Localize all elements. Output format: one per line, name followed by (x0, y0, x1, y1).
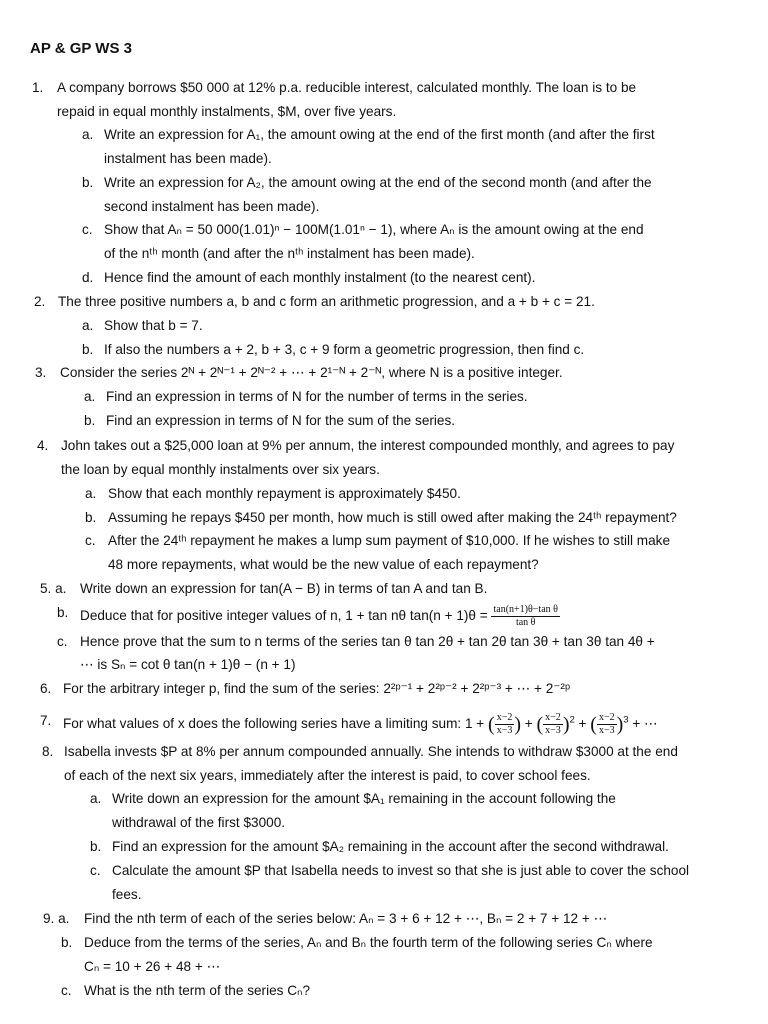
q1c-text-line1: Show that Aₙ = 50 000(1.01)ⁿ − 100M(1.01ⁿ − 1), where Aₙ is the amount owing at the end (104, 222, 644, 237)
q1b-text-line2: second instalment has been made). (104, 199, 320, 214)
q9c-text-line1: What is the nth term of the series Cₙ? (84, 983, 311, 998)
q9c-label: c. (61, 983, 72, 998)
q5a-text-line1: Write down an expression for tan(A − B) in terms of tan A and tan B. (80, 581, 488, 596)
q7-tail: + ⋯ (632, 716, 658, 732)
q5b-text-line1 (80, 604, 560, 629)
q5b-fraction (491, 604, 559, 629)
q8-text-line1: Isabella invests $P at 8% per annum compounded annually. She intends to withdraw $3000 at the end (64, 744, 678, 759)
q8c-text-line2: fees. (112, 887, 142, 902)
q4c-text-line1: After the 24ᵗʰ repayment he makes a lump sum payment of $10,000. If he wishes to still make (108, 533, 671, 548)
q1d-label: d. (82, 270, 94, 285)
q4b-text-line1: Assuming he repays $450 per month, how much is still owed after making the 24ᵗʰ repayment? (108, 510, 677, 525)
q4b-label: b. (85, 510, 97, 525)
q4c-text-line2: 48 more repayments, what would be the new value of each repayment? (108, 557, 539, 572)
q9b-text-line2: Cₙ = 10 + 26 + 48 + ⋯ (84, 959, 221, 974)
q2a-label: a. (82, 318, 94, 333)
q5b-label: b. (57, 605, 69, 620)
q3-text-line1: Consider the series 2ᴺ + 2ᴺ⁻¹ + 2ᴺ⁻² + ⋯ + 2¹⁻ᴺ + 2⁻ᴺ, where N is a positive integer. (60, 365, 563, 380)
q3b-label: b. (84, 413, 96, 428)
q7-fraction-2: $\frac{x-2}{x-3}$ (545, 712, 561, 736)
q7-fraction-3: $\frac{x-2}{x-3}$ (598, 712, 615, 736)
q6-text-line1: For the arbitrary integer p, find the sum of the series: 2²ᵖ⁻¹ + 2²ᵖ⁻² + 2²ᵖ⁻³ + ⋯ + 2⁻²ᵖ (63, 681, 571, 696)
q2a-text-line1: Show that b = 7. (104, 318, 203, 333)
q1-number: 1. (32, 80, 44, 95)
q1a-text-line1: Write an expression for A₁, the amount owing at the end of the first month (and after the first (104, 127, 655, 142)
q1c-text-line2: of the nᵗʰ month (and after the nᵗʰ instalment has been made). (104, 246, 475, 261)
q1a-label: a. (82, 127, 94, 142)
q3b-text-line1: Find an expression in terms of N for the sum of the series. (106, 413, 456, 428)
q4c-label: c. (85, 533, 96, 548)
q5-number: 5. a. (40, 581, 67, 596)
q5b-fraction-denominator: tan θ (515, 617, 536, 628)
q8a-label: a. (90, 791, 102, 806)
q4-number: 4. (37, 438, 49, 453)
q1-text-line1: A company borrows $50 000 at 12% p.a. reducible interest, calculated monthly. The loan is to be (57, 80, 637, 95)
q9b-text-line1: Deduce from the terms of the series, Aₙ and Bₙ the fourth term of the following series Cₙ where (84, 935, 653, 950)
q8c-text-line1: Calculate the amount $P that Isabella needs to invest so that she is just able to cover the school (112, 863, 690, 878)
q7-fraction-1: $\frac{x-2}{x-3}$ (496, 712, 513, 736)
q5c-label: c. (57, 634, 68, 649)
q8-number: 8. (42, 744, 54, 759)
q8a-text-line2: withdrawal of the first $3000. (112, 815, 286, 830)
q2-number: 2. (34, 294, 46, 309)
q5c-text-line2: ⋯ is Sₙ = cot θ tan(n + 1)θ − (n + 1) (80, 657, 296, 672)
q8b-text-line1: Find an expression for the amount $A₂ remaining in the account after the second withdrawal. (112, 839, 669, 854)
page-title: AP & GP WS 3 (30, 40, 132, 57)
q4-text-line2: the loan by equal monthly instalments over six years. (61, 462, 380, 477)
q5b-text: Deduce that for positive integer values of n, 1 + tan nθ tan(n + 1)θ = (80, 608, 488, 624)
q5c-text-line1: Hence prove that the sum to n terms of the series tan θ tan 2θ + tan 2θ tan 3θ + tan 3θ tan 4θ + (80, 634, 655, 649)
q1b-label: b. (82, 175, 94, 190)
q8c-label: c. (90, 863, 101, 878)
q8-text-line2: of each of the next six years, immediately after the interest is paid, to cover school fees. (64, 768, 591, 783)
q9a-text-line1: Find the nth term of each of the series below: Aₙ = 3 + 6 + 12 + ⋯, Bₙ = 2 + 7 + 12 + ⋯ (84, 911, 608, 926)
q3a-text-line1: Find an expression in terms of N for the number of terms in the series. (106, 389, 528, 404)
q8b-label: b. (90, 839, 102, 854)
q1-text-line2: repaid in equal monthly instalments, $M, over five years. (57, 104, 397, 119)
q2b-label: b. (82, 342, 94, 357)
q4a-text-line1: Show that each monthly repayment is approximately $450. (108, 486, 461, 501)
q2b-text-line1: If also the numbers a + 2, b + 3, c + 9 form a geometric progression, then find c. (104, 342, 585, 357)
q8a-text-line1: Write down an expression for the amount $A₁ remaining in the account following the (112, 791, 616, 806)
q3-number: 3. (35, 365, 47, 380)
q7-text: For what values of x does the following series have a limiting sum: 1 + (63, 716, 485, 732)
q2-text-line1: The three positive numbers a, b and c form an arithmetic progression, and a + b + c = 21. (58, 294, 595, 309)
q4a-label: a. (85, 486, 97, 501)
q6-number: 6. (40, 681, 52, 696)
q7-number: 7. (40, 713, 52, 728)
q5b-fraction-numerator: tan(n+1)θ−tan θ (493, 604, 558, 615)
q1d-text-line1: Hence find the amount of each monthly instalment (to the nearest cent). (104, 270, 536, 285)
q7-text-line1: For what values of x does the following series have a limiting sum: 1 + ( $\frac{x-2}{x-3}$ ) + ( $\frac{x-2}{x-3}$ )$^2$ + ( $\frac{x-2}{x-3}$ )$^3$ + ⋯ (63, 712, 658, 736)
q9b-label: b. (61, 935, 73, 950)
q1a-text-line2: instalment has been made). (104, 151, 272, 166)
q3a-label: a. (84, 389, 96, 404)
q9-number: 9. a. (43, 911, 70, 926)
q1c-label: c. (82, 222, 93, 237)
q4-text-line1: John takes out a $25,000 loan at 9% per annum, the interest compounded monthly, and agrees to pay (61, 438, 675, 453)
q1b-text-line1: Write an expression for A₂, the amount owing at the end of the second month (and after the (104, 175, 652, 190)
